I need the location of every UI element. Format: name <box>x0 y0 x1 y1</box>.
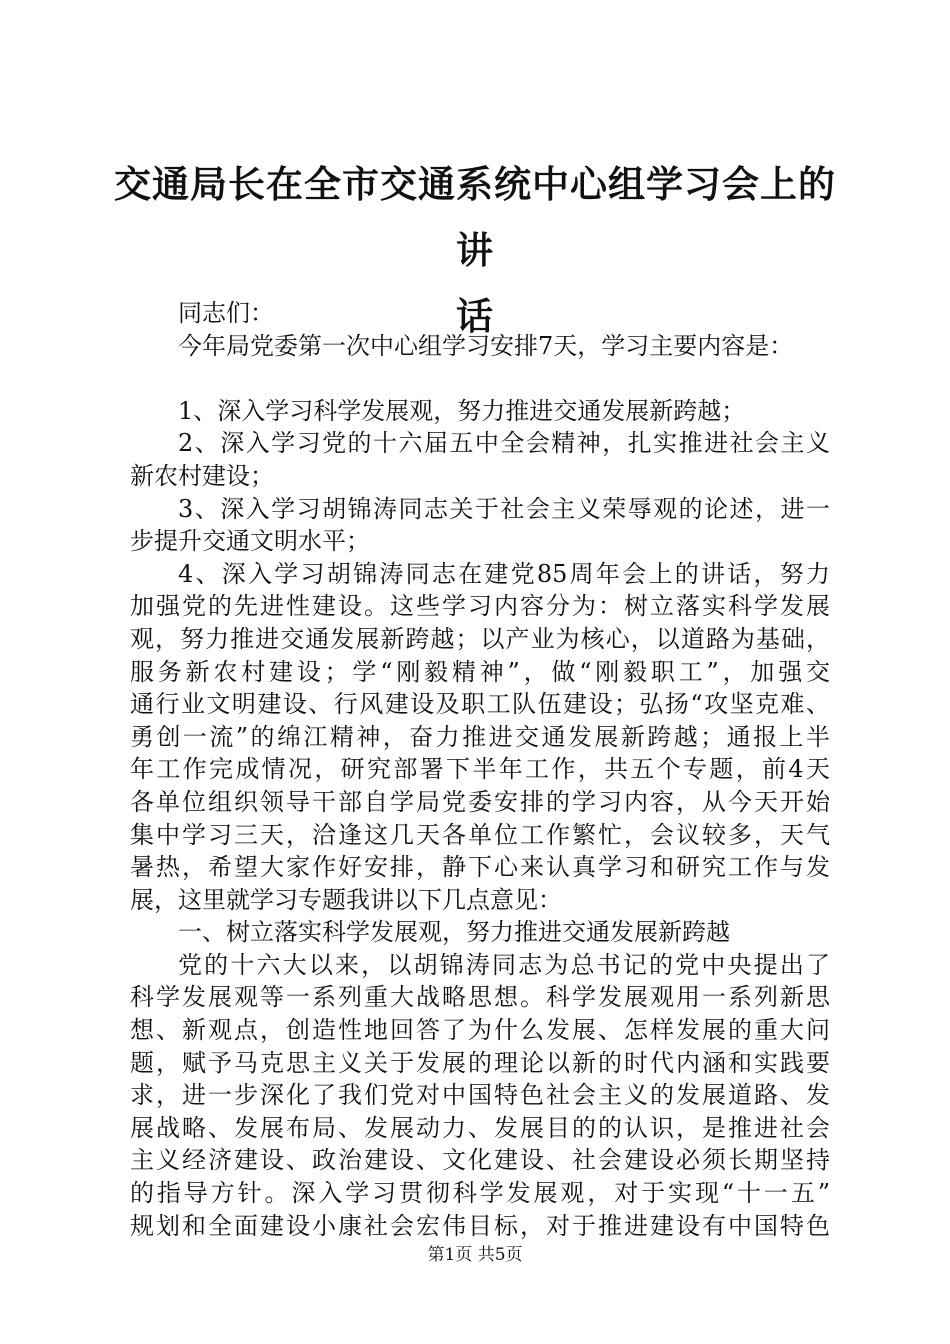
paragraph-line: 的指导方针。深入学习贯彻科学发展观，对于实现“十一五” <box>130 1179 830 1208</box>
paragraph-line: 科学发展观等一系列重大战略思想。科学发展观用一系列新思 <box>130 983 830 1012</box>
paragraph-line: 规划和全面建设小康社会宏伟目标，对于推进建设有中国特色 <box>130 1211 830 1240</box>
title-line-1: 交通局长在全市交通系统中心组学习会上的讲 <box>114 163 836 272</box>
page-footer: 第1页 共5页 <box>427 1245 523 1265</box>
paragraph-line: 党的十六大以来，以胡锦涛同志为总书记的党中央提出了 <box>178 950 830 979</box>
paragraph-line: 加强党的先进性建设。这些学习内容分为：树立落实科学发展 <box>130 592 830 621</box>
paragraph-line: 服务新农村建设；学“刚毅精神”，做“刚毅职工”，加强交 <box>130 657 830 686</box>
paragraph-line: 题，赋予马克思主义关于发展的理论以新的时代内涵和实践要 <box>130 1048 830 1077</box>
paragraph-line: 各单位组织领导干部自学局党委安排的学习内容，从今天开始 <box>130 787 830 816</box>
paragraph-line: 3、深入学习胡锦涛同志关于社会主义荣辱观的论述，进一 <box>178 494 830 523</box>
paragraph-line: 展战略、发展布局、发展动力、发展目的的认识，是推进社会 <box>130 1113 830 1142</box>
paragraph-line: 观，努力推进交通发展新跨越；以产业为核心，以道路为基础， <box>130 624 830 653</box>
paragraph-line: 通行业文明建设、行风建设及职工队伍建设；弘扬“攻坚克难、 <box>130 690 830 719</box>
paragraph-line: 主义经济建设、政治建设、文化建设、社会建设必须长期坚持 <box>130 1146 830 1175</box>
paragraph-line: 1、深入学习科学发展观，努力推进交通发展新跨越； <box>178 396 746 425</box>
paragraph-line: 4、深入学习胡锦涛同志在建党85周年会上的讲话，努力 <box>178 559 830 588</box>
salutation: 同志们： <box>178 299 274 327</box>
paragraph-line: 想、新观点，创造性地回答了为什么发展、怎样发展的重大问 <box>130 1016 830 1045</box>
paragraph-line: 新农村建设； <box>130 461 274 490</box>
paragraph-line: 展，这里就学习专题我讲以下几点意见： <box>130 885 562 914</box>
title-line-2: 话 <box>456 295 494 338</box>
document-body <box>130 297 830 1242</box>
section-heading: 一、树立落实科学发展观，努力推进交通发展新跨越 <box>178 918 730 947</box>
paragraph-line: 今年局党委第一次中心组学习安排7天，学习主要内容是： <box>178 331 794 360</box>
paragraph-line: 暑热，希望大家作好安排，静下心来认真学习和研究工作与发 <box>130 853 830 882</box>
paragraph-line: 集中学习三天，洽逢这几天各单位工作繁忙，会议较多，天气 <box>130 820 830 849</box>
paragraph-line: 2、深入学习党的十六届五中全会精神，扎实推进社会主义 <box>178 429 830 458</box>
paragraph-line: 勇创一流”的绵江精神，奋力推进交通发展新跨越；通报上半 <box>130 722 830 751</box>
paragraph-line: 求，进一步深化了我们党对中国特色社会主义的发展道路、发 <box>130 1081 830 1110</box>
paragraph-line: 年工作完成情况，研究部署下半年工作，共五个专题，前4天 <box>130 755 830 784</box>
paragraph-line: 步提升交通文明水平； <box>130 527 370 556</box>
blank-line <box>130 362 830 395</box>
